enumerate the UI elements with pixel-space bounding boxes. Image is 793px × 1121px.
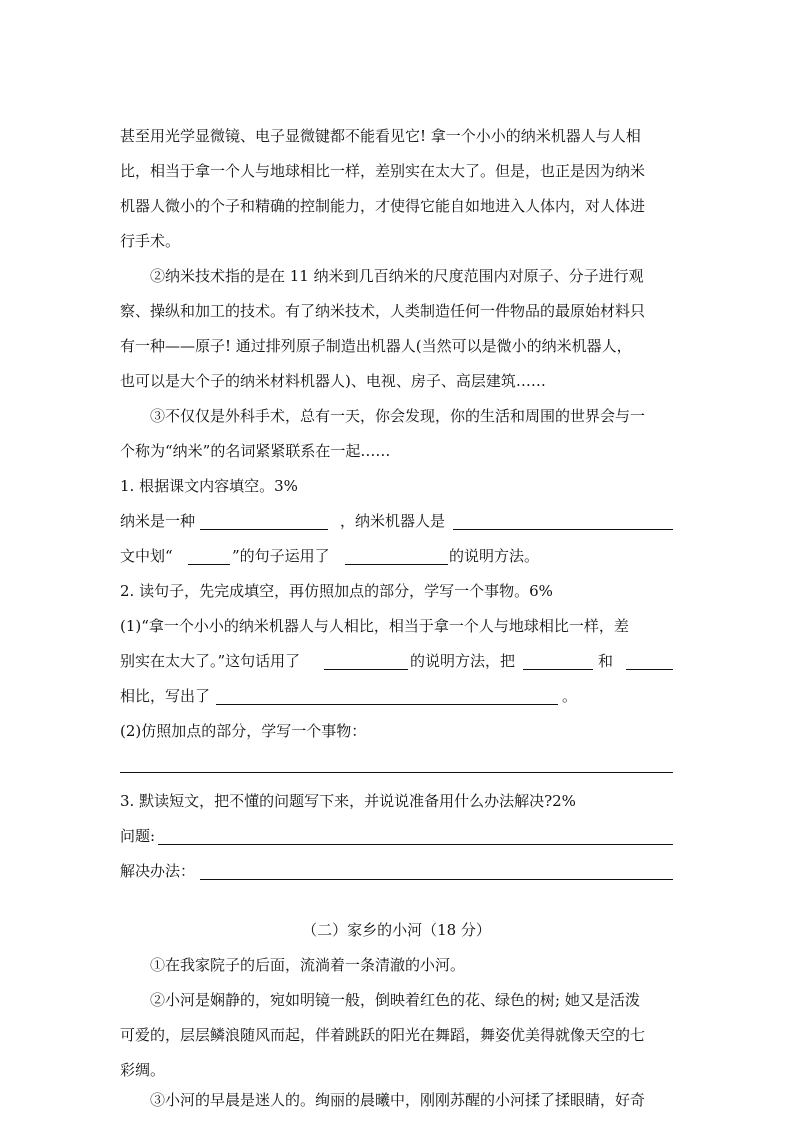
passage1-line2: 比，相当于拿一个人与地球相比一样，差别实在太大了。但是，也正是因为纳米 <box>120 162 646 180</box>
passage2-p2-line3: 彩绸。 <box>120 1061 166 1079</box>
q3-title: 3. 默读短文，把不懂的问题写下来，并说说准备用什么办法解决?2% <box>120 792 576 810</box>
q1-b-suffix: 的说明方法。 <box>449 547 540 565</box>
q2-s1-line2-a: 别实在太大了。”这句话用了 <box>120 652 301 670</box>
q3-question-label: 问题: <box>120 827 156 845</box>
q2-s1-line3-a: 相比，写出了 <box>120 687 211 705</box>
q1-method-blank[interactable] <box>345 564 448 565</box>
passage1-line1: 甚至用光学显微镜、电子显微键都不能看见它! 拿一个小小的纳米机器人与人相 <box>120 127 641 145</box>
passage1-p2-line4: 也可以是大个子的纳米材料机器人)、电视、房子、高层建筑…… <box>120 372 546 390</box>
q2-s1-line2-c: 和 <box>598 652 614 670</box>
q3-solution-answer-line[interactable] <box>200 879 673 880</box>
q2-compare-blank-1[interactable] <box>523 669 593 670</box>
q3-question-answer-line[interactable] <box>158 844 673 845</box>
passage2-p3-line1: ③小河的早晨是迷人的。绚丽的晨曦中，刚刚苏醒的小河揉了揉眼睛，好奇 <box>150 1091 646 1109</box>
q2-title: 2. 读句子，先完成填空，再仿照加点的部分，学写一个事物。6% <box>120 582 553 600</box>
q2-method-blank[interactable] <box>324 669 408 670</box>
q1-answer-blank-1[interactable] <box>200 529 328 530</box>
q1-title: 1. 根据课文内容填空。3% <box>120 477 298 495</box>
q1-answer-blank-2[interactable] <box>453 529 673 530</box>
passage2-p2-line1: ②小河是娴静的，宛如明镜一般，倒映着红色的花、绿色的树; 她又是活泼 <box>150 991 640 1009</box>
passage2-title: （二）家乡的小河（18 分） <box>302 921 491 939</box>
q1-b-mid: ”的句子运用了 <box>232 547 330 565</box>
passage1-p2-line1: ②纳米技术指的是在 11 纳米到几百纳米的尺度范围内对原子、分子进行观 <box>150 267 644 285</box>
q2-s1-line2-b: 的说明方法，把 <box>410 652 516 670</box>
q2-s2: (2)仿照加点的部分，学写一个事物： <box>120 722 367 740</box>
q1-b-prefix: 文中划“ <box>120 547 173 565</box>
q2-effect-blank[interactable] <box>216 704 558 705</box>
q1-a-prefix: 纳米是一种 <box>120 512 196 530</box>
passage1-p2-line3: 有一种——原子! 通过排列原子制造出机器人(当然可以是微小的纳米机器人， <box>120 337 632 355</box>
passage1-line4: 行手术。 <box>120 232 181 250</box>
q1-underline-mark-blank[interactable] <box>188 564 230 565</box>
passage1-p2-line2: 察、操纵和加工的技术。有了纳米技术，人类制造任何一件物品的最原始材料只 <box>120 302 646 320</box>
q3-solution-label: 解决办法： <box>120 862 196 880</box>
passage1-line3: 机器人微小的个子和精确的控制能力，才使得它能自如地进入人体内，对人体进 <box>120 197 646 215</box>
q2-s1-line1: (1)“拿一个小小的纳米机器人与人相比，相当于拿一个人与地球相比一样，差 <box>120 617 629 635</box>
q2-compare-blank-2[interactable] <box>626 669 673 670</box>
q1-a-mid: ，纳米机器人是 <box>340 512 446 530</box>
passage1-p3-line1: ③不仅仅是外科手术，总有一天，你会发现，你的生活和周围的世界会与一 <box>150 407 646 425</box>
passage2-p1: ①在我家院子的后面，流淌着一条清澈的小河。 <box>150 956 466 974</box>
passage2-p2-line2: 可爱的，层层鳞浪随风而起，伴着跳跃的阳光在舞蹈，舞姿优美得就像天空的七 <box>120 1026 646 1044</box>
q2-s1-line3-b: 。 <box>562 687 578 705</box>
passage1-p3-line2: 个称为“纳米”的名词紧紧联系在一起…… <box>120 442 391 460</box>
q2-imitation-answer-line[interactable] <box>120 772 673 773</box>
